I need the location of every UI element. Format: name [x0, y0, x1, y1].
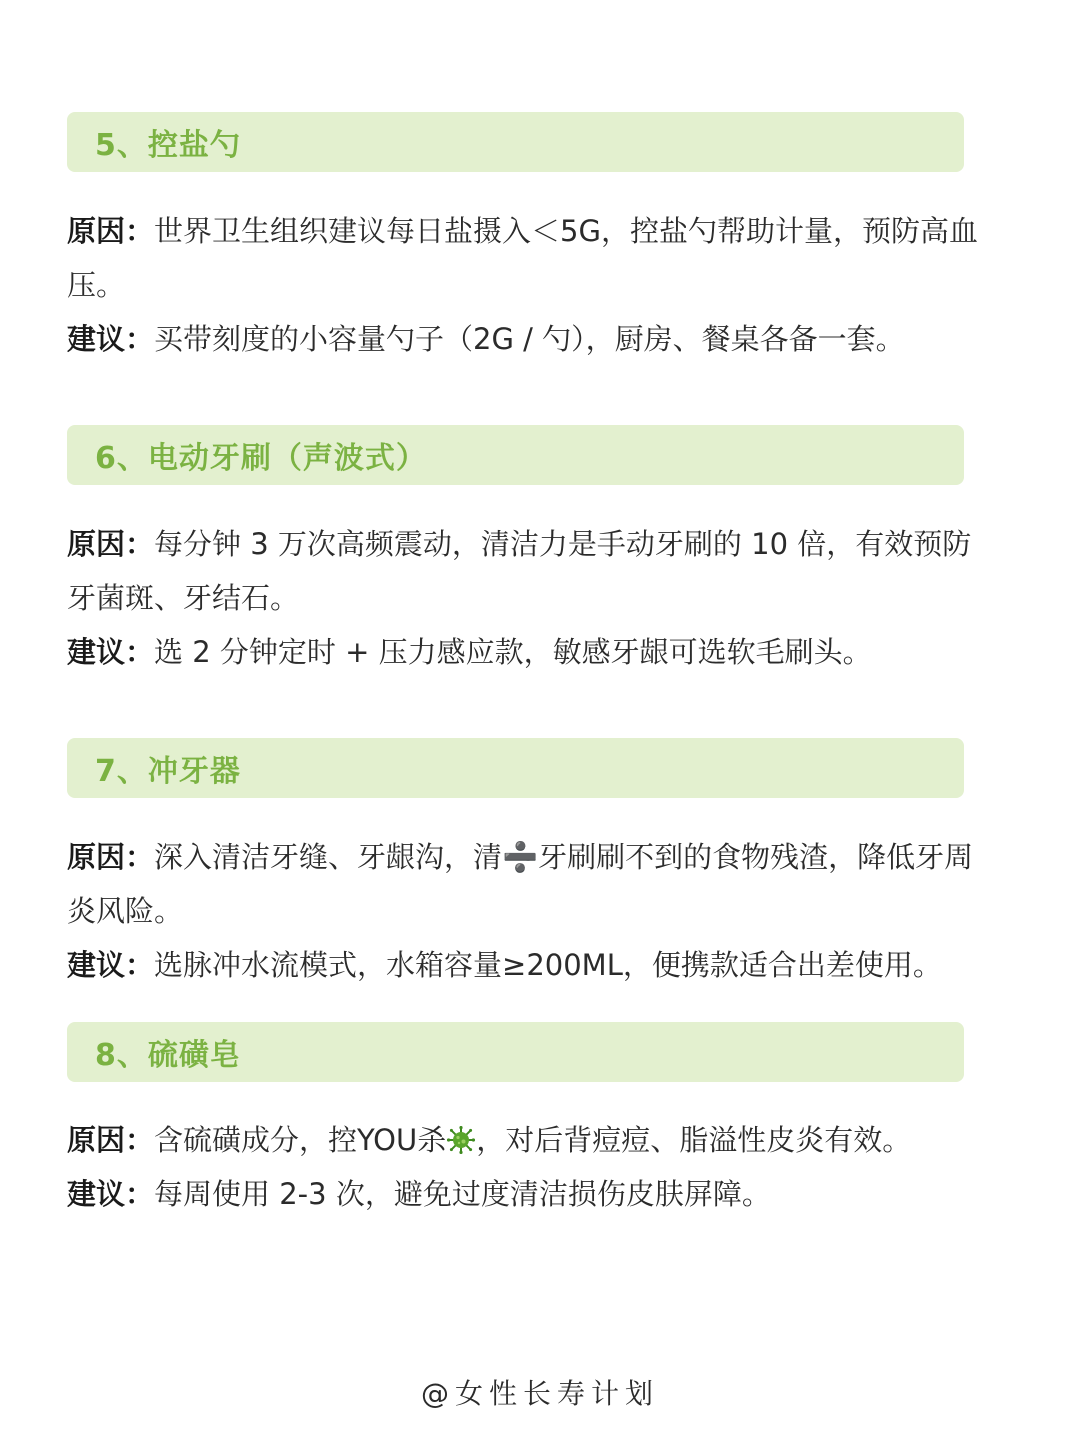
section-header-water-flosser	[67, 738, 964, 798]
advice-text: 选 2 分钟定时 + 压力感应款，敏感牙龈可选软毛刷头。	[154, 635, 872, 669]
section-title: 8、硫磺皂	[95, 1038, 241, 1073]
reason-paragraph	[67, 830, 987, 938]
reason-paragraph	[67, 1113, 987, 1167]
section-header-electric-toothbrush	[67, 425, 964, 485]
section-title: 5、控盐勺	[95, 128, 241, 163]
virus-icon	[447, 1126, 475, 1154]
reason-text: 世界卫生组织建议每日盐摄入＜5G，控盐勺帮助计量，预防高血压。	[67, 214, 978, 302]
advice-label: 建议：	[67, 322, 155, 356]
section-body-sulfur-soap	[67, 1113, 987, 1221]
advice-text: 选脉冲水流模式，水箱容量≥200ML，便携款适合出差使用。	[154, 948, 942, 982]
reason-text-continued: ，对后背痘痘、脂溢性皮炎有效。	[476, 1123, 912, 1157]
section-body-electric-toothbrush	[67, 517, 987, 679]
advice-label: 建议：	[67, 1177, 155, 1211]
advice-label: 建议：	[67, 948, 155, 982]
advice-paragraph	[67, 1167, 987, 1221]
reason-paragraph	[67, 517, 987, 625]
reason-label: 原因：	[67, 840, 155, 874]
reason-text: 含硫磺成分，控YOU杀	[154, 1123, 447, 1157]
reason-text: 深入清洁牙缝、牙龈沟，清➗牙刷刷不到的食物残渣，降低牙周炎风险。	[67, 840, 974, 928]
section-header-salt-spoon	[67, 112, 964, 172]
footer-signature: @女性长寿计划	[420, 1377, 659, 1410]
section-body-salt-spoon	[67, 204, 987, 366]
section-title: 7、冲牙器	[95, 754, 241, 789]
section-body-water-flosser	[67, 830, 987, 992]
advice-paragraph	[67, 938, 987, 992]
advice-label: 建议：	[67, 635, 155, 669]
advice-text: 买带刻度的小容量勺子（2G / 勺），厨房、餐桌各备一套。	[154, 322, 905, 356]
reason-label: 原因：	[67, 1123, 155, 1157]
advice-text: 每周使用 2-3 次，避免过度清洁损伤皮肤屏障。	[154, 1177, 771, 1211]
reason-paragraph	[67, 204, 987, 312]
advice-paragraph	[67, 625, 987, 679]
section-title: 6、电动牙刷（声波式）	[95, 441, 427, 476]
advice-paragraph	[67, 312, 987, 366]
reason-label: 原因：	[67, 214, 155, 248]
section-header-sulfur-soap	[67, 1022, 964, 1082]
reason-label: 原因：	[67, 527, 155, 561]
reason-text: 每分钟 3 万次高频震动，清洁力是手动牙刷的 10 倍，有效预防牙菌斑、牙结石。	[67, 527, 972, 615]
